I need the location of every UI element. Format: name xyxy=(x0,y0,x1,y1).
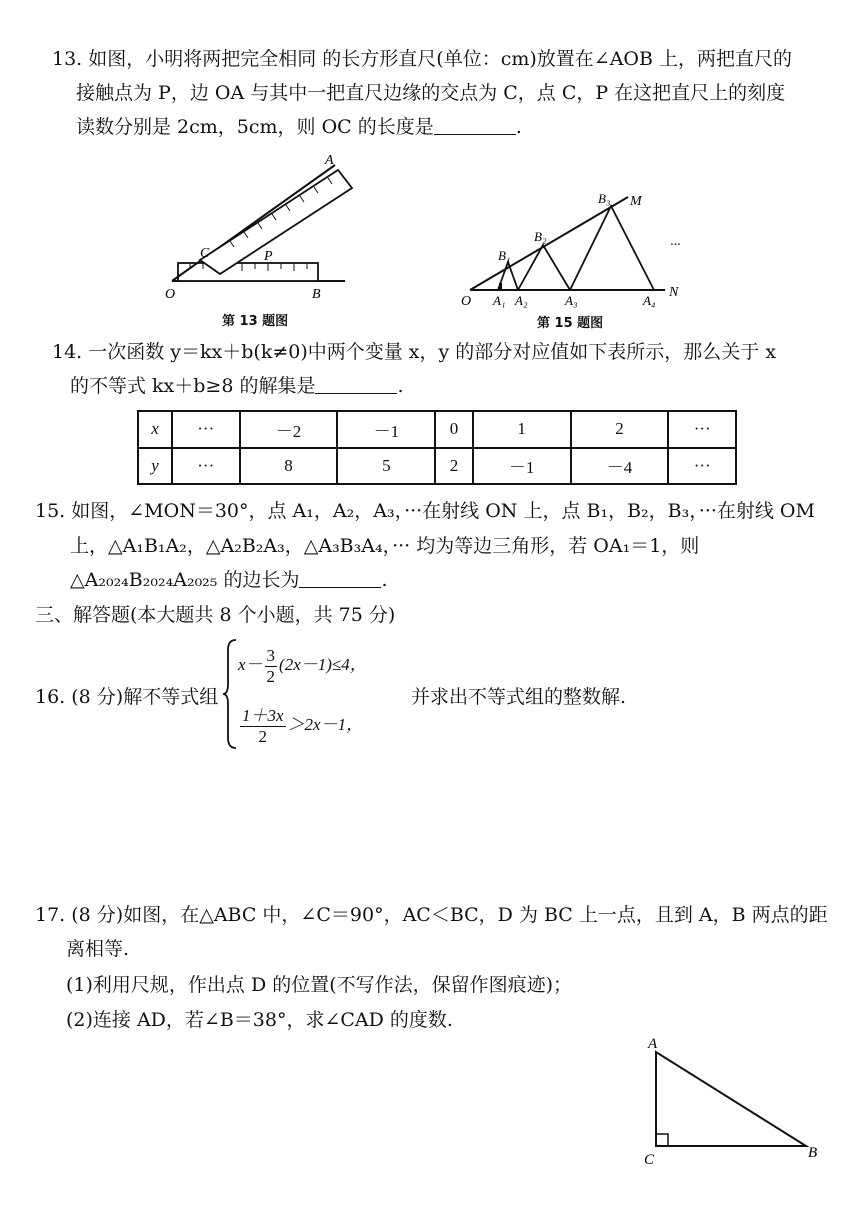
q15-line3 xyxy=(70,571,388,590)
table-row-y xyxy=(138,448,736,485)
q14-line1: 14. 一次函数 y＝kx＋b(k≠0)中两个变量 x，y 的部分对应值如下表所示，那么关于 x xyxy=(52,341,777,363)
figure-15 xyxy=(455,185,695,315)
fig13-label-a: A xyxy=(325,153,334,168)
fig15-label-b3: B₃ xyxy=(598,191,611,206)
q14-line2 xyxy=(70,377,404,396)
q13-answer-blank[interactable] xyxy=(434,118,516,135)
table-cell: 8 xyxy=(240,448,338,485)
table-cell: －2 xyxy=(240,411,338,448)
fig17-label-c: C xyxy=(644,1152,655,1168)
fig15-label-o: O xyxy=(461,294,472,309)
q17-part1: (1)利用尺规，作出点 D 的位置(不写作法，保留作图痕迹)； xyxy=(66,974,573,996)
fig15-ellipsis: ··· xyxy=(670,238,681,253)
value-table xyxy=(137,410,737,485)
q13-line3-text: 读数分别是 2cm，5cm，则 OC 的长度是 xyxy=(76,116,434,138)
table-row-x xyxy=(138,411,736,448)
q17-part2: (2)连接 AD，若∠B＝38°，求∠CAD 的度数. xyxy=(66,1009,453,1031)
q16-eq2-denominator: 2 xyxy=(258,726,268,746)
section-title: 三、解答题(本大题共 8 个小题，共 75 分) xyxy=(35,604,396,626)
table-cell: 2 xyxy=(571,411,669,448)
fig15-label-a2: A₂ xyxy=(515,293,528,308)
q15-line2: 上，△A₁B₁A₂，△A₂B₂A₃，△A₃B₃A₄，··· 均为等边三角形，若 OA₁＝1，则 xyxy=(70,535,700,557)
q13-line2: 接触点为 P，边 OA 与其中一把直尺边缘的交点为 C，点 C，P 在这把直尺上的刻度 xyxy=(76,82,786,104)
fig15-label-m: M xyxy=(630,194,642,209)
fig13-caption: 第 13 题图 xyxy=(222,314,289,329)
figure-13 xyxy=(160,150,360,310)
fig13-label-p: P xyxy=(264,249,273,264)
fig15-label-b1: B₁ xyxy=(498,248,511,263)
q16-eq1-denominator: 2 xyxy=(266,666,276,686)
q13-line3-end: . xyxy=(515,116,522,138)
table-cell: 1 xyxy=(473,411,571,448)
table-cell: ··· xyxy=(668,448,736,485)
q16-eq1-fraction xyxy=(265,646,278,686)
fig15-label-a1: A₁ xyxy=(493,293,506,308)
q15-line1: 15. 如图，∠MON＝30°，点 A₁，A₂，A₃，···在射线 ON 上，点 B₁，B₂，B₃，···在射线 OM xyxy=(35,500,815,522)
fig15-caption: 第 15 题图 xyxy=(537,316,604,331)
q13-line3 xyxy=(76,118,522,137)
triangle-abc xyxy=(636,1030,826,1170)
fig15-label-n: N xyxy=(669,285,679,300)
table-cell: 0 xyxy=(435,411,472,448)
system-brace xyxy=(222,638,238,750)
q16-eq1-start: x－ xyxy=(238,654,263,674)
table-cell: －4 xyxy=(571,448,669,485)
q16-eq2-fraction xyxy=(240,706,286,746)
q16-eq2-numerator: 1＋3x xyxy=(242,706,284,725)
q16-inequality-1 xyxy=(238,646,367,686)
q15-line3-text: △A₂₀₂₄B₂₀₂₄A₂₀₂₅ 的边长为 xyxy=(70,569,300,591)
fig15-label-a4: A₄ xyxy=(643,293,656,308)
q16-eq1-numerator: 3 xyxy=(266,646,276,665)
fig13-label-c: C xyxy=(200,246,210,261)
table-cell: 2 xyxy=(435,448,472,485)
q17-line2: 离相等. xyxy=(66,938,130,960)
q17-line1: 17. (8 分)如图，在△ABC 中，∠C＝90°，AC＜BC，D 为 BC 上一点，且到 A，B 两点的距 xyxy=(35,904,828,926)
table-cell: x xyxy=(138,411,172,448)
q14-answer-blank[interactable] xyxy=(315,377,397,394)
table-cell: y xyxy=(138,448,172,485)
fig13-label-b: B xyxy=(312,287,321,302)
q16-label: 16. (8 分)解不等式组 xyxy=(35,686,219,708)
fig15-label-a3: A₃ xyxy=(565,293,578,308)
q16-eq1-end: (2x－1)≤4， xyxy=(279,654,367,674)
table-cell: 5 xyxy=(337,448,435,485)
fig17-label-b: B xyxy=(808,1145,818,1161)
table-cell: ··· xyxy=(668,411,736,448)
q16-inequality-2 xyxy=(238,706,363,746)
table-cell: ··· xyxy=(172,448,240,485)
table-cell: －1 xyxy=(337,411,435,448)
q15-line3-end: . xyxy=(381,569,388,591)
fig17-label-a: A xyxy=(648,1036,658,1052)
q14-line2-text: 的不等式 kx＋b≥8 的解集是 xyxy=(70,375,316,397)
q13-line1: 13. 如图，小明将两把完全相同 的长方形直尺(单位：cm)放置在∠AOB 上，两把直尺的 xyxy=(52,48,792,70)
q16-eq2-end: ＞2x－1， xyxy=(287,714,364,734)
q16-tail: 并求出不等式组的整数解. xyxy=(411,686,627,708)
table-cell: －1 xyxy=(473,448,571,485)
q15-answer-blank[interactable] xyxy=(299,571,381,588)
table-cell: ··· xyxy=(172,411,240,448)
fig15-label-b2: B₂ xyxy=(534,229,547,244)
fig13-label-o: O xyxy=(165,287,176,302)
q14-line2-end: . xyxy=(397,375,404,397)
